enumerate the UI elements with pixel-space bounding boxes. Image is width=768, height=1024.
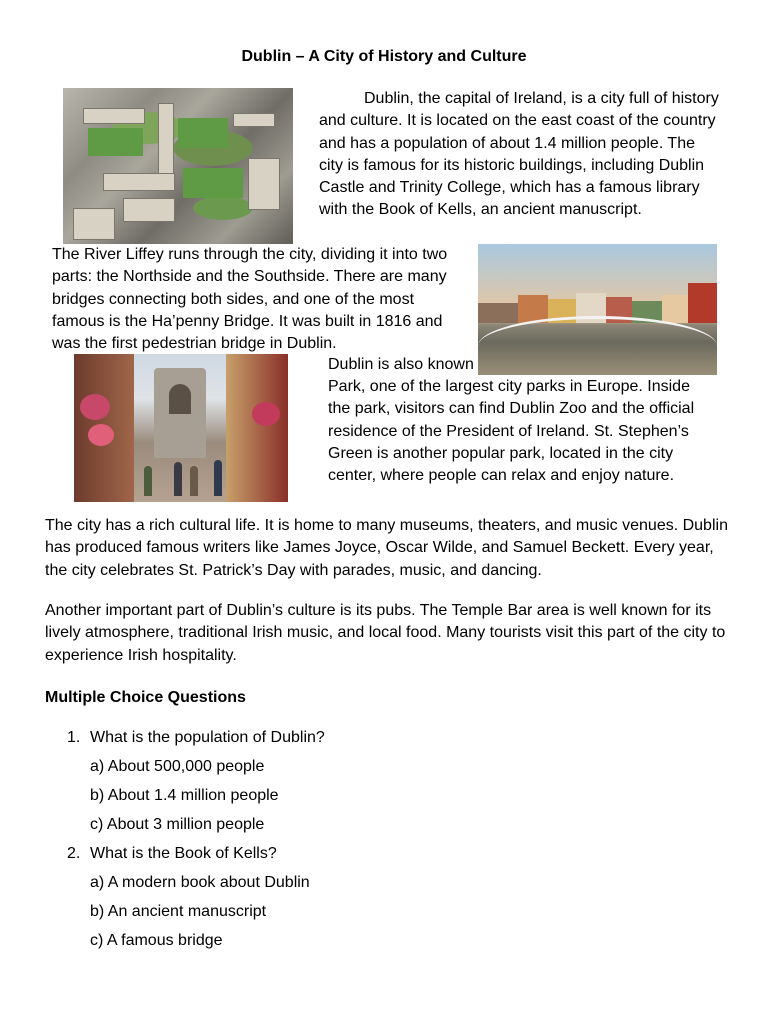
pubs-paragraph: Another important part of Dublin’s culture is its pubs. The Temple Bar area is well known for its lively atmosphere, traditional Irish music, and local food. Many tourists visit this part of the city to experience Irish hospitality. — [45, 602, 726, 664]
intro-paragraph: Dublin, the capital of Ireland, is a city full of history and culture. It is located on the east coast of the country and has a population of about 1.4 million people. The city is famous for its historic buildings, including Dublin Castle and Trinity College, which has a famous library with the Book of Kells, an ancient manuscript. — [319, 90, 719, 219]
cultural-life-paragraph: The city has a rich cultural life. It is home to many museums, theaters, and music venues. Dublin has produced famous writers like James Joyce, Oscar Wilde, and Samuel Beckett. Every year, the city celebrates St. Patrick’s Day with parades, music, and dancing. — [45, 517, 728, 579]
river-liffey-paragraph: The River Liffey runs through the city, dividing it into two parts: the Northside and the Southside. There are many bridges connecting both sides, and one of the most famous is the Ha’penny Bridge. It was built in 1816 and was the first pedestrian bridge in Dublin. — [52, 246, 448, 353]
answer-option[interactable]: b) An ancient manuscript — [90, 903, 267, 920]
answer-option[interactable]: a) A modern book about Dublin — [90, 874, 310, 891]
document-title: Dublin – A City of History and Culture — [241, 48, 527, 65]
answer-option[interactable]: c) About 3 million people — [90, 816, 265, 833]
question-number: 2. — [67, 845, 81, 862]
question-text: What is the Book of Kells? — [90, 845, 277, 862]
answer-option[interactable]: b) About 1.4 million people — [90, 787, 279, 804]
parks-paragraph-start: Dublin is also known — [328, 356, 474, 373]
hapenny-bridge-photo — [478, 244, 717, 375]
answer-option[interactable]: a) About 500,000 people — [90, 758, 265, 775]
question-number: 1. — [67, 729, 81, 746]
grafton-street-photo — [74, 354, 288, 502]
answer-option[interactable]: c) A famous bridge — [90, 932, 223, 949]
question-text: What is the population of Dublin? — [90, 729, 325, 746]
parks-paragraph-continued: Park, one of the largest city parks in Europe. Inside the park, visitors can find Dublin Zoo and the official residence of the President of Ireland. St. Stephen’s Green is another popular park, located in the city center, where people can relax and enjoy nature. — [328, 378, 695, 485]
quiz-heading: Multiple Choice Questions — [45, 689, 246, 706]
trinity-college-aerial-photo — [63, 88, 293, 244]
